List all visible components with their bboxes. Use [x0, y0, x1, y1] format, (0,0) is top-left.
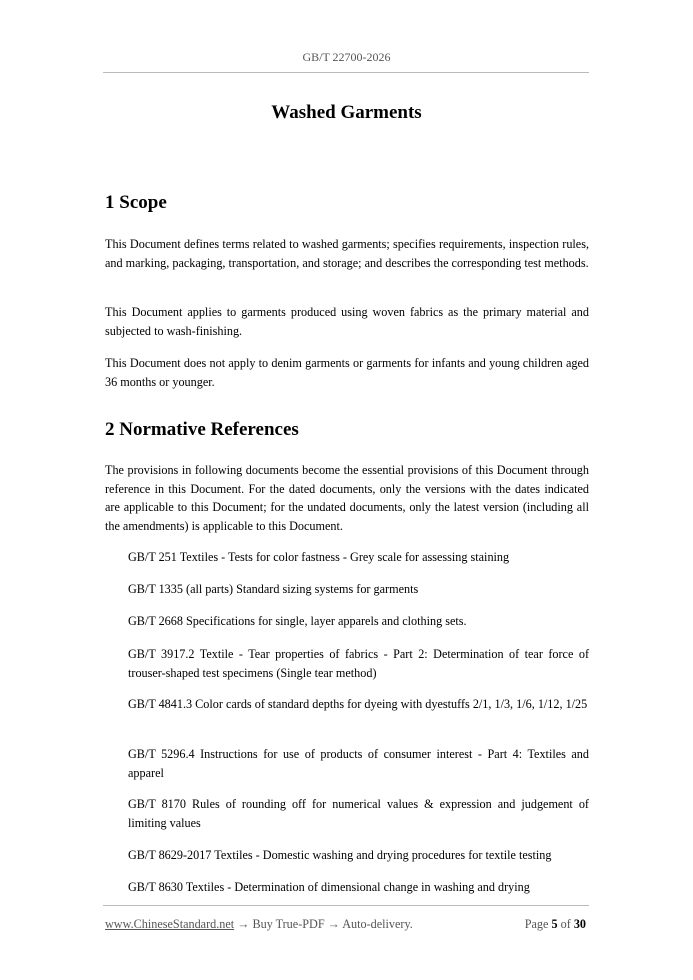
page-number: [525, 917, 586, 932]
footer-tagline: → Buy True-PDF → Auto-delivery.: [234, 917, 413, 931]
footer-promo: [105, 917, 413, 932]
page-of-label: of: [560, 917, 571, 931]
current-page: 5: [551, 917, 558, 931]
footer-divider: [103, 905, 589, 906]
reference-item: GB/T 251 Textiles - Tests for color fastness - Grey scale for assessing staining: [128, 550, 510, 564]
references-intro-paragraph: The provisions in following documents become the essential provisions of this Document through reference in this Document. For the dated documents, only the versions with the dates indicated are applicable to this Document; for the undated documents, only the latest version (including all the amendments) is applicable to this Document.: [105, 463, 589, 533]
scope-paragraph: This Document applies to garments produced using woven fabrics as the primary material and subjected to wash-finishing.: [105, 305, 589, 338]
reference-item: GB/T 5296.4 Instructions for use of products of consumer interest - Part 4: Textiles and apparel: [128, 747, 589, 780]
footer-website-link[interactable]: www.ChineseStandard.net: [105, 917, 235, 931]
scope-paragraph: This Document does not apply to denim garments or garments for infants and young children aged 36 months or younger.: [105, 356, 589, 389]
reference-item: GB/T 4841.3 Color cards of standard depths for dyeing with dyestuffs 2/1, 1/3, 1/6, 1/12, 1/25: [128, 697, 588, 711]
section-heading-normative-references: 2 Normative References: [105, 419, 299, 440]
reference-item: GB/T 1335 (all parts) Standard sizing systems for garments: [128, 582, 419, 596]
reference-item: GB/T 3917.2 Textile - Tear properties of fabrics - Part 2: Determination of tear force of trouser-shaped test specimens (Single tear method): [128, 647, 589, 680]
page-label: Page: [524, 917, 549, 931]
reference-item: GB/T 2668 Specifications for single, layer apparels and clothing sets.: [128, 614, 467, 628]
document-title: Washed Garments: [271, 102, 422, 123]
scope-paragraph: This Document defines terms related to washed garments; specifies requirements, inspection rules, and marking, packaging, transportation, and storage; and describes the corresponding test methods.: [105, 237, 589, 270]
header-divider: [103, 72, 589, 73]
section-heading-scope: 1 Scope: [105, 192, 167, 213]
total-pages: 30: [573, 917, 586, 931]
reference-item: GB/T 8170 Rules of rounding off for numerical values & expression and judgement of limiting values: [128, 797, 589, 830]
reference-item: GB/T 8629-2017 Textiles - Domestic washing and drying procedures for textile testing: [128, 848, 552, 862]
reference-item: GB/T 8630 Textiles - Determination of dimensional change in washing and drying: [128, 880, 530, 894]
page-header: GB/T 22700-2026: [302, 50, 391, 64]
